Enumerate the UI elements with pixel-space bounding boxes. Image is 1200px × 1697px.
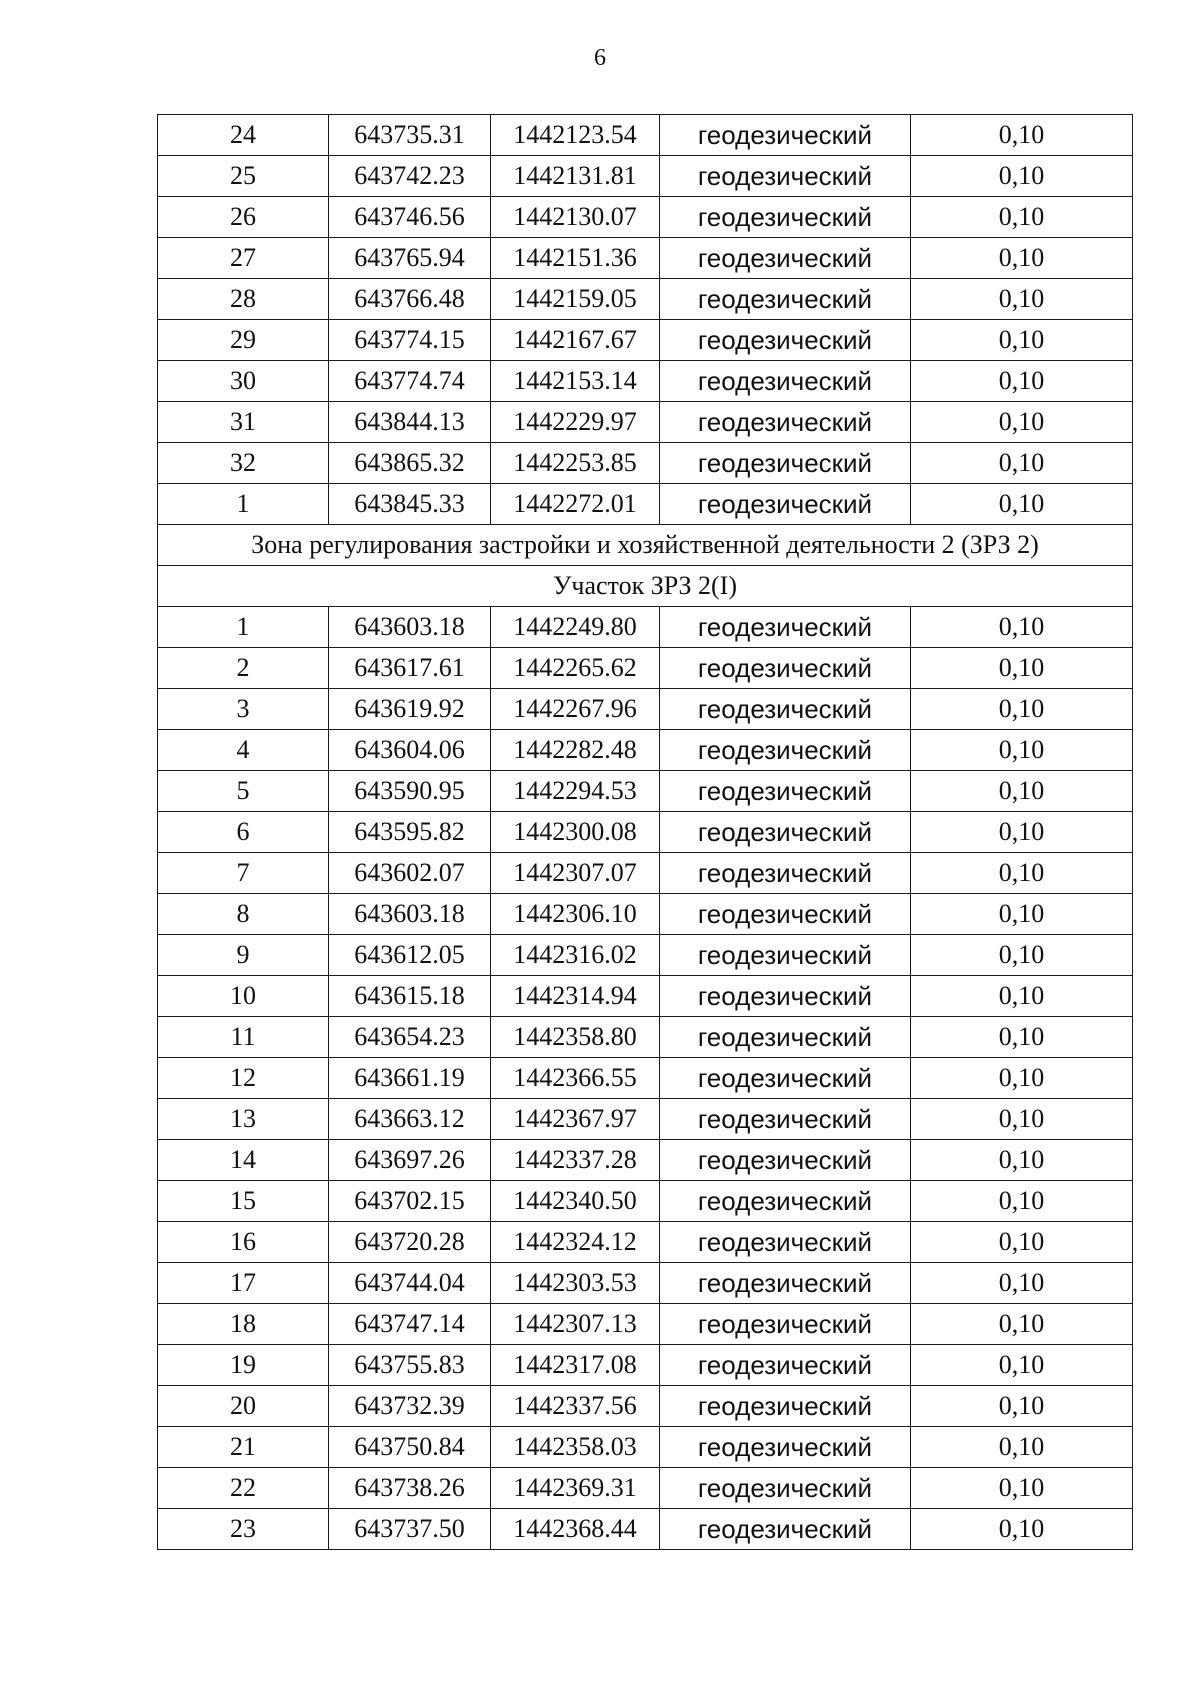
x-coordinate-cell: 643617.61: [329, 648, 491, 689]
table-row: [158, 1386, 1133, 1427]
x-coordinate-cell: 643595.82: [329, 812, 491, 853]
point-number-cell: 26: [158, 197, 329, 238]
x-coordinate-cell: 643590.95: [329, 771, 491, 812]
table-row: [158, 484, 1133, 525]
point-number-cell: 4: [158, 730, 329, 771]
method-cell: геодезический: [660, 894, 911, 935]
table-row: [158, 402, 1133, 443]
y-coordinate-cell: 1442368.44: [491, 1509, 660, 1550]
x-coordinate-cell: 643738.26: [329, 1468, 491, 1509]
y-coordinate-cell: 1442307.13: [491, 1304, 660, 1345]
method-cell: геодезический: [660, 771, 911, 812]
accuracy-cell: 0,10: [911, 197, 1133, 238]
point-number-cell: 3: [158, 689, 329, 730]
point-number-cell: 19: [158, 1345, 329, 1386]
table-row: [158, 197, 1133, 238]
y-coordinate-cell: 1442316.02: [491, 935, 660, 976]
accuracy-cell: 0,10: [911, 1345, 1133, 1386]
accuracy-cell: 0,10: [911, 976, 1133, 1017]
accuracy-cell: 0,10: [911, 1263, 1133, 1304]
point-number-cell: 32: [158, 443, 329, 484]
table-row: [158, 1099, 1133, 1140]
point-number-cell: 6: [158, 812, 329, 853]
point-number-cell: 28: [158, 279, 329, 320]
point-number-cell: 16: [158, 1222, 329, 1263]
x-coordinate-cell: 643845.33: [329, 484, 491, 525]
y-coordinate-cell: 1442358.03: [491, 1427, 660, 1468]
point-number-cell: 17: [158, 1263, 329, 1304]
accuracy-cell: 0,10: [911, 1140, 1133, 1181]
accuracy-cell: 0,10: [911, 443, 1133, 484]
y-coordinate-cell: 1442159.05: [491, 279, 660, 320]
y-coordinate-cell: 1442303.53: [491, 1263, 660, 1304]
table-row: [158, 812, 1133, 853]
method-cell: геодезический: [660, 730, 911, 771]
y-coordinate-cell: 1442369.31: [491, 1468, 660, 1509]
table-row: [158, 1140, 1133, 1181]
y-coordinate-cell: 1442151.36: [491, 238, 660, 279]
accuracy-cell: 0,10: [911, 1304, 1133, 1345]
table-row: [158, 443, 1133, 484]
x-coordinate-cell: 643774.74: [329, 361, 491, 402]
point-number-cell: 23: [158, 1509, 329, 1550]
x-coordinate-cell: 643755.83: [329, 1345, 491, 1386]
point-number-cell: 31: [158, 402, 329, 443]
accuracy-cell: 0,10: [911, 238, 1133, 279]
y-coordinate-cell: 1442130.07: [491, 197, 660, 238]
table-row: [158, 1468, 1133, 1509]
point-number-cell: 7: [158, 853, 329, 894]
y-coordinate-cell: 1442253.85: [491, 443, 660, 484]
table-row: [158, 1058, 1133, 1099]
point-number-cell: 2: [158, 648, 329, 689]
x-coordinate-cell: 643844.13: [329, 402, 491, 443]
method-cell: геодезический: [660, 1181, 911, 1222]
y-coordinate-cell: 1442153.14: [491, 361, 660, 402]
point-number-cell: 1: [158, 484, 329, 525]
table-row: [158, 935, 1133, 976]
x-coordinate-cell: 643765.94: [329, 238, 491, 279]
method-cell: геодезический: [660, 976, 911, 1017]
x-coordinate-cell: 643742.23: [329, 156, 491, 197]
section-title-row: [158, 566, 1133, 607]
y-coordinate-cell: 1442272.01: [491, 484, 660, 525]
accuracy-cell: 0,10: [911, 402, 1133, 443]
y-coordinate-cell: 1442167.67: [491, 320, 660, 361]
x-coordinate-cell: 643615.18: [329, 976, 491, 1017]
y-coordinate-cell: 1442358.80: [491, 1017, 660, 1058]
x-coordinate-cell: 643750.84: [329, 1427, 491, 1468]
point-number-cell: 21: [158, 1427, 329, 1468]
x-coordinate-cell: 643774.15: [329, 320, 491, 361]
method-cell: геодезический: [660, 156, 911, 197]
point-number-cell: 25: [158, 156, 329, 197]
x-coordinate-cell: 643702.15: [329, 1181, 491, 1222]
accuracy-cell: 0,10: [911, 1058, 1133, 1099]
x-coordinate-cell: 643661.19: [329, 1058, 491, 1099]
method-cell: геодезический: [660, 812, 911, 853]
point-number-cell: 20: [158, 1386, 329, 1427]
method-cell: геодезический: [660, 1017, 911, 1058]
y-coordinate-cell: 1442265.62: [491, 648, 660, 689]
method-cell: геодезический: [660, 443, 911, 484]
point-number-cell: 14: [158, 1140, 329, 1181]
y-coordinate-cell: 1442300.08: [491, 812, 660, 853]
accuracy-cell: 0,10: [911, 361, 1133, 402]
method-cell: геодезический: [660, 1263, 911, 1304]
accuracy-cell: 0,10: [911, 894, 1133, 935]
x-coordinate-cell: 643663.12: [329, 1099, 491, 1140]
point-number-cell: 1: [158, 607, 329, 648]
accuracy-cell: 0,10: [911, 607, 1133, 648]
accuracy-cell: 0,10: [911, 1099, 1133, 1140]
accuracy-cell: 0,10: [911, 935, 1133, 976]
accuracy-cell: 0,10: [911, 1509, 1133, 1550]
point-number-cell: 10: [158, 976, 329, 1017]
table-row: [158, 771, 1133, 812]
table-row: [158, 279, 1133, 320]
y-coordinate-cell: 1442366.55: [491, 1058, 660, 1099]
point-number-cell: 8: [158, 894, 329, 935]
x-coordinate-cell: 643735.31: [329, 115, 491, 156]
x-coordinate-cell: 643865.32: [329, 443, 491, 484]
y-coordinate-cell: 1442249.80: [491, 607, 660, 648]
accuracy-cell: 0,10: [911, 853, 1133, 894]
y-coordinate-cell: 1442314.94: [491, 976, 660, 1017]
table-row: [158, 1509, 1133, 1550]
table-row: [158, 853, 1133, 894]
x-coordinate-cell: 643747.14: [329, 1304, 491, 1345]
method-cell: геодезический: [660, 238, 911, 279]
table-body-bottom: [158, 607, 1133, 1550]
y-coordinate-cell: 1442306.10: [491, 894, 660, 935]
y-coordinate-cell: 1442324.12: [491, 1222, 660, 1263]
method-cell: геодезический: [660, 402, 911, 443]
zone-header: [158, 525, 1133, 607]
y-coordinate-cell: 1442294.53: [491, 771, 660, 812]
method-cell: геодезический: [660, 1099, 911, 1140]
y-coordinate-cell: 1442317.08: [491, 1345, 660, 1386]
method-cell: геодезический: [660, 484, 911, 525]
y-coordinate-cell: 1442131.81: [491, 156, 660, 197]
table-row: [158, 976, 1133, 1017]
table-row: [158, 730, 1133, 771]
x-coordinate-cell: 643766.48: [329, 279, 491, 320]
table-row: [158, 689, 1133, 730]
table-body-top: [158, 115, 1133, 525]
table-row: [158, 894, 1133, 935]
method-cell: геодезический: [660, 689, 911, 730]
table-row: [158, 648, 1133, 689]
method-cell: геодезический: [660, 1345, 911, 1386]
x-coordinate-cell: 643602.07: [329, 853, 491, 894]
point-number-cell: 18: [158, 1304, 329, 1345]
table-row: [158, 1017, 1133, 1058]
point-number-cell: 9: [158, 935, 329, 976]
method-cell: геодезический: [660, 1509, 911, 1550]
y-coordinate-cell: 1442367.97: [491, 1099, 660, 1140]
y-coordinate-cell: 1442282.48: [491, 730, 660, 771]
x-coordinate-cell: 643603.18: [329, 607, 491, 648]
method-cell: геодезический: [660, 935, 911, 976]
zone-title: Зона регулирования застройки и хозяйственной деятельности 2 (ЗРЗ 2): [158, 525, 1133, 566]
accuracy-cell: 0,10: [911, 648, 1133, 689]
point-number-cell: 12: [158, 1058, 329, 1099]
accuracy-cell: 0,10: [911, 1017, 1133, 1058]
method-cell: геодезический: [660, 1468, 911, 1509]
table-row: [158, 115, 1133, 156]
point-number-cell: 15: [158, 1181, 329, 1222]
method-cell: геодезический: [660, 1427, 911, 1468]
accuracy-cell: 0,10: [911, 1427, 1133, 1468]
table-row: [158, 361, 1133, 402]
table-row: [158, 320, 1133, 361]
x-coordinate-cell: 643720.28: [329, 1222, 491, 1263]
zone-title-row: [158, 525, 1133, 566]
method-cell: геодезический: [660, 115, 911, 156]
accuracy-cell: 0,10: [911, 689, 1133, 730]
point-number-cell: 5: [158, 771, 329, 812]
point-number-cell: 29: [158, 320, 329, 361]
accuracy-cell: 0,10: [911, 1222, 1133, 1263]
y-coordinate-cell: 1442123.54: [491, 115, 660, 156]
point-number-cell: 13: [158, 1099, 329, 1140]
point-number-cell: 11: [158, 1017, 329, 1058]
point-number-cell: 22: [158, 1468, 329, 1509]
x-coordinate-cell: 643697.26: [329, 1140, 491, 1181]
y-coordinate-cell: 1442337.28: [491, 1140, 660, 1181]
accuracy-cell: 0,10: [911, 1468, 1133, 1509]
table-row: [158, 1222, 1133, 1263]
x-coordinate-cell: 643619.92: [329, 689, 491, 730]
method-cell: геодезический: [660, 1304, 911, 1345]
table-row: [158, 1304, 1133, 1345]
accuracy-cell: 0,10: [911, 1386, 1133, 1427]
table-row: [158, 607, 1133, 648]
table-row: [158, 1427, 1133, 1468]
y-coordinate-cell: 1442229.97: [491, 402, 660, 443]
x-coordinate-cell: 643654.23: [329, 1017, 491, 1058]
accuracy-cell: 0,10: [911, 484, 1133, 525]
y-coordinate-cell: 1442267.96: [491, 689, 660, 730]
method-cell: геодезический: [660, 197, 911, 238]
table-row: [158, 238, 1133, 279]
method-cell: геодезический: [660, 648, 911, 689]
table-row: [158, 1345, 1133, 1386]
x-coordinate-cell: 643737.50: [329, 1509, 491, 1550]
method-cell: геодезический: [660, 361, 911, 402]
accuracy-cell: 0,10: [911, 156, 1133, 197]
x-coordinate-cell: 643746.56: [329, 197, 491, 238]
x-coordinate-cell: 643603.18: [329, 894, 491, 935]
x-coordinate-cell: 643732.39: [329, 1386, 491, 1427]
point-number-cell: 24: [158, 115, 329, 156]
x-coordinate-cell: 643744.04: [329, 1263, 491, 1304]
x-coordinate-cell: 643604.06: [329, 730, 491, 771]
point-number-cell: 30: [158, 361, 329, 402]
method-cell: геодезический: [660, 1140, 911, 1181]
method-cell: геодезический: [660, 320, 911, 361]
y-coordinate-cell: 1442307.07: [491, 853, 660, 894]
x-coordinate-cell: 643612.05: [329, 935, 491, 976]
page-number: 6: [594, 45, 606, 71]
accuracy-cell: 0,10: [911, 1181, 1133, 1222]
accuracy-cell: 0,10: [911, 279, 1133, 320]
accuracy-cell: 0,10: [911, 771, 1133, 812]
method-cell: геодезический: [660, 1058, 911, 1099]
table-row: [158, 156, 1133, 197]
method-cell: геодезический: [660, 607, 911, 648]
table-row: [158, 1181, 1133, 1222]
method-cell: геодезический: [660, 1222, 911, 1263]
table-row: [158, 1263, 1133, 1304]
accuracy-cell: 0,10: [911, 730, 1133, 771]
y-coordinate-cell: 1442337.56: [491, 1386, 660, 1427]
method-cell: геодезический: [660, 853, 911, 894]
accuracy-cell: 0,10: [911, 320, 1133, 361]
method-cell: геодезический: [660, 279, 911, 320]
accuracy-cell: 0,10: [911, 115, 1133, 156]
point-number-cell: 27: [158, 238, 329, 279]
method-cell: геодезический: [660, 1386, 911, 1427]
accuracy-cell: 0,10: [911, 812, 1133, 853]
y-coordinate-cell: 1442340.50: [491, 1181, 660, 1222]
section-title: Участок ЗРЗ 2(I): [158, 566, 1133, 607]
coordinates-table: [157, 114, 1133, 1550]
